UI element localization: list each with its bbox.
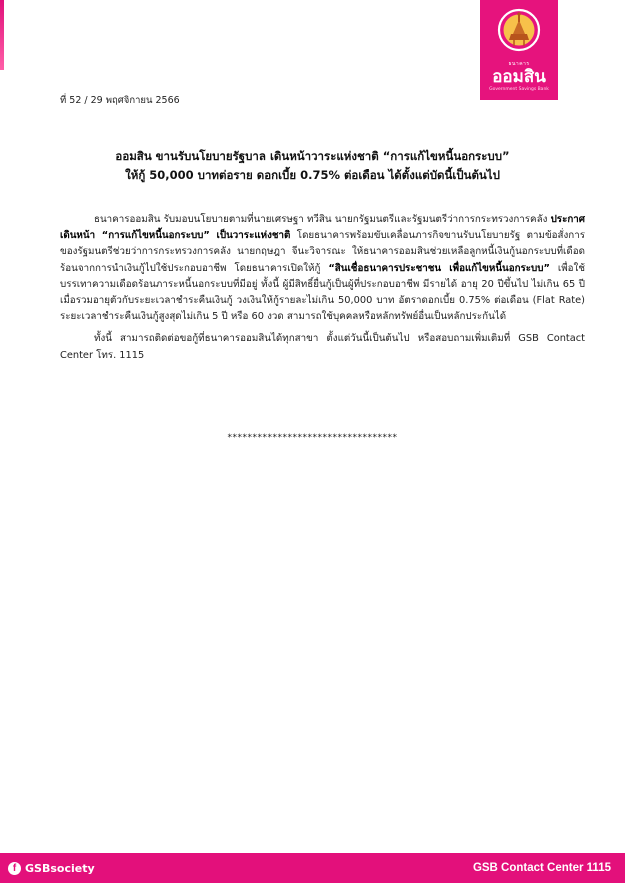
reference-number: ที่ 52 / 29 พฤศจิกายน 2566 — [60, 95, 180, 106]
body-paragraph-2: ทั้งนี้ สามารถติดต่อขอกู้ที่ธนาคารออมสินได้ทุกสาขา ตั้งแต่วันนี้เป็นต้นไป หรือสอบถามเพิ่มเติมที่ GSB Contact Center โทร. 1115 — [60, 333, 585, 361]
body-paragraph-1 — [60, 212, 585, 325]
p1-bold-announce: ประกาศเดินหน้า “การแก้ไขหนี้นอกระบบ” เป็นวาระแห่งชาติ — [60, 214, 585, 242]
social-handle[interactable] — [8, 862, 95, 875]
social-handle-text: GSBsociety — [25, 861, 95, 875]
title-line-2: ให้กู้ 50,000 บาทต่อราย ดอกเบี้ย 0.75% ต่อเดือน ได้ตั้งแต่บัดนี้เป็นต้นไป — [125, 168, 500, 182]
press-release-body — [60, 212, 585, 370]
gsb-logo — [480, 0, 558, 100]
footer-bar — [0, 853, 625, 883]
logo-brand-text: ออมสิน — [492, 67, 546, 87]
p1-bold-loan-name: “สินเชื่อธนาคารประชาชน เพื่อแก้ไขหนี้นอกระบบ” — [328, 262, 550, 274]
logo-tagline: Government Savings Bank — [489, 87, 549, 92]
left-accent-stripe — [0, 0, 4, 70]
facebook-icon: f — [8, 862, 21, 875]
p1-text-d: เพื่อใช้บรรเทาความเดือดร้อนภาระหนี้นอกระบบที่มีอยู่ ทั้งนี้ ผู้มีสิทธิ์ยื่นกู้เป็นผู้ที่ประกอบอาชีพ มีรายได้ อายุ 20 ปีขึ้นไป ไม่เกิน 65 ปีเมื่อรวมอายุตัวกับระยะเวลาชำระคืนเงินกู้ วงเงินให้กู้รายละไม่เกิน 50,000 บาท อัตราดอกเบี้ย 0.75% ต่อเดือน (Flat Rate) ระยะเวลาชำระคืนเงินกู้สูงสุดไม่เกิน 5 ปี หรือ 60 งวด สามารถใช้บุคคลหรือหลักทรัพย์อื่นเป็นหลักประกันได้ — [60, 262, 585, 323]
press-release-title — [40, 147, 585, 185]
emblem-icon — [497, 6, 541, 58]
separator-stars: ********************************** — [227, 433, 398, 443]
title-line-1: ออมสิน ขานรับนโยบายรัฐบาล เดินหน้าวาระแห่งชาติ “การแก้ไขหนี้นอกระบบ” — [115, 149, 510, 163]
contact-center: GSB Contact Center 1115 — [472, 862, 611, 874]
p1-text-a: ธนาคารออมสิน รับมอบนโยบายตามที่นายเศรษฐา ทวีสิน นายกรัฐมนตรีและรัฐมนตรีว่าการกระทรวงการคลัง — [94, 214, 551, 225]
logo-small-text: ธนาคาร — [508, 61, 530, 67]
p1-text-c: โดยธนาคารพร้อมขับเคลื่อนภารกิจขานรับนโยบายรัฐ ตามข้อสั่งการของรัฐมนตรีช่วยว่าการกระทรวงการคลัง นายกฤษฎา จีนะวิจารณะ ให้ธนาคารออมสินช่วยเหลือลูกหนี้เงินกู้นอกระบบที่เดือดร้อนจากการนำเงินกู้ไปใช้ประกอบอาชีพ โดยธนาคารเปิดให้กู้ — [60, 230, 585, 274]
